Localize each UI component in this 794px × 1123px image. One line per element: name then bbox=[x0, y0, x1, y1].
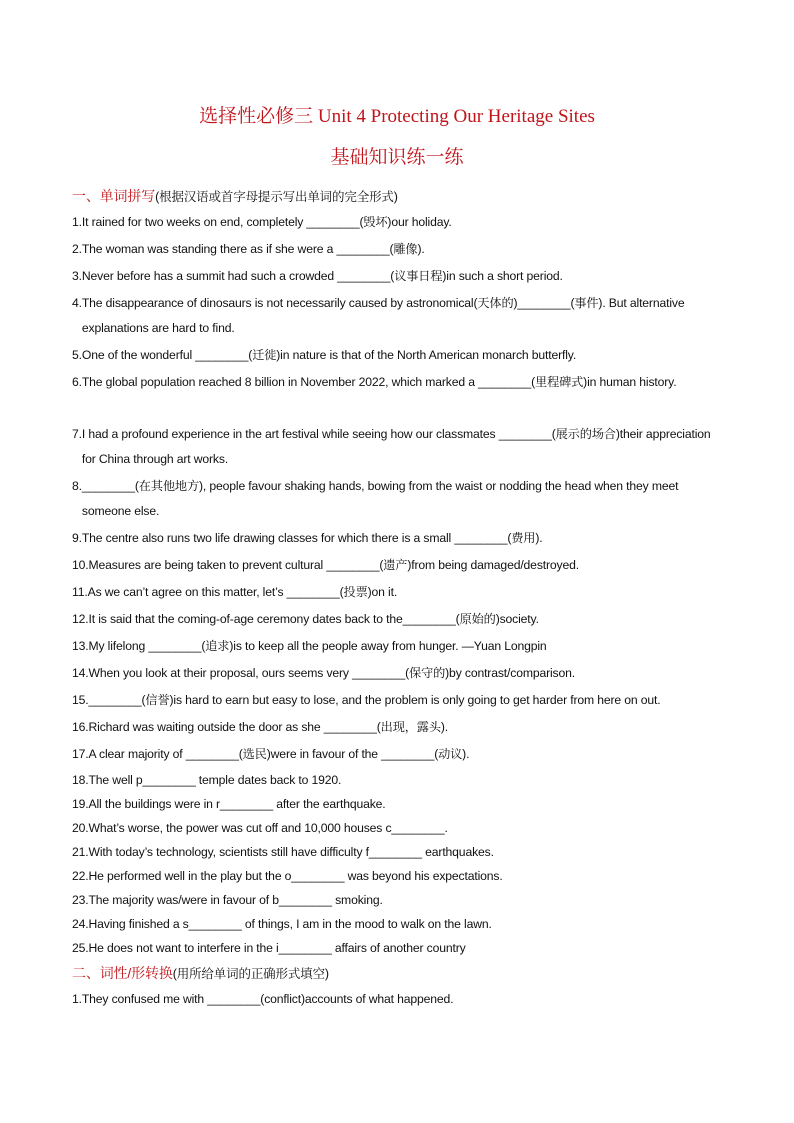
exercise-item bbox=[72, 741, 722, 768]
item-text: All the buildings were in r________ after the earthquake. bbox=[88, 797, 386, 811]
section-instruction: (根据汉语或首字母提示写出单词的完全形式) bbox=[155, 190, 398, 204]
exercise-item bbox=[72, 552, 722, 579]
item-number: 13. bbox=[72, 639, 89, 653]
exercise-item bbox=[72, 714, 722, 741]
item-text: I had a profound experience in the art festival while seeing how our classmates ________(展示的场合)their appreciation for China through art works. bbox=[81, 427, 711, 466]
item-text: A clear majority of ________(选民)were in favour of the ________(动议). bbox=[88, 747, 470, 761]
item-number: 2. bbox=[72, 242, 82, 256]
exercise-item bbox=[72, 633, 722, 660]
exercise-item bbox=[72, 342, 722, 369]
exercise-item bbox=[72, 236, 722, 263]
item-text: ________(信誉)is hard to earn but easy to lose, and the problem is only going to get harder from here on out. bbox=[88, 693, 661, 707]
item-number: 25. bbox=[72, 941, 89, 955]
item-number: 5. bbox=[72, 348, 82, 362]
section-title: 二、词性/形转换 bbox=[72, 965, 173, 981]
item-text: ________(在其他地方), people favour shaking hands, bowing from the waist or nodding the head when they meet someone else. bbox=[81, 479, 679, 518]
item-text: With today’s technology, scientists still have difficulty f________ earthquakes. bbox=[88, 845, 494, 859]
item-number: 21. bbox=[72, 845, 89, 859]
item-number: 15. bbox=[72, 693, 89, 707]
exercise-item bbox=[72, 888, 722, 912]
document-subtitle: 基础知识练一练 bbox=[330, 147, 464, 168]
item-text: The woman was standing there as if she were a ________(雕像). bbox=[81, 242, 425, 256]
item-number: 22. bbox=[72, 869, 89, 883]
exercise-item bbox=[72, 579, 722, 606]
exercise-item bbox=[72, 792, 722, 816]
item-number: 20. bbox=[72, 821, 89, 835]
item-number: 11. bbox=[72, 585, 88, 599]
item-number: 12. bbox=[72, 612, 89, 626]
exercise-item bbox=[72, 768, 722, 792]
item-text: As we can’t agree on this matter, let’s ________(投票)on it. bbox=[87, 585, 398, 599]
exercise-item bbox=[72, 525, 722, 552]
exercise-item bbox=[72, 473, 722, 525]
item-text: My lifelong ________(追求)is to keep all the people away from hunger. —Yuan Longpin bbox=[88, 639, 547, 653]
item-number: 1. bbox=[72, 215, 82, 229]
exercise-item bbox=[72, 290, 722, 342]
item-text: Measures are being taken to prevent cultural ________(遗产)from being damaged/destroyed. bbox=[88, 558, 579, 572]
item-text: The global population reached 8 billion in November 2022, which marked a ________(里程碑式)in human history. bbox=[81, 375, 677, 389]
item-number: 19. bbox=[72, 797, 89, 811]
section-heading-vocabulary bbox=[72, 183, 722, 209]
exercise-item bbox=[72, 936, 722, 960]
item-number: 24. bbox=[72, 917, 89, 931]
exercise-item bbox=[72, 687, 722, 714]
exercise-item bbox=[72, 606, 722, 633]
item-number: 7. bbox=[72, 427, 82, 441]
item-text: It is said that the coming-of-age ceremony dates back to the________(原始的)society. bbox=[88, 612, 539, 626]
item-text: What’s worse, the power was cut off and 10,000 houses c________. bbox=[88, 821, 448, 835]
document-content bbox=[72, 183, 722, 1013]
exercise-item bbox=[72, 912, 722, 936]
exercise-item bbox=[72, 864, 722, 888]
exercise-item bbox=[72, 986, 722, 1013]
item-text: The centre also runs two life drawing classes for which there is a small ________(费用). bbox=[81, 531, 543, 545]
item-number: 17. bbox=[72, 747, 89, 761]
section-heading-word-forms bbox=[72, 960, 722, 986]
exercise-item bbox=[72, 816, 722, 840]
item-number: 6. bbox=[72, 375, 82, 389]
exercise-item bbox=[72, 369, 722, 421]
exercise-item bbox=[72, 209, 722, 236]
item-text: Richard was waiting outside the door as she ________(出现，露头). bbox=[88, 720, 449, 734]
item-number: 16. bbox=[72, 720, 89, 734]
exercise-item bbox=[72, 660, 722, 687]
item-text: He performed well in the play but the o________ was beyond his expectations. bbox=[88, 869, 503, 883]
item-number: 9. bbox=[72, 531, 82, 545]
exercise-item bbox=[72, 840, 722, 864]
item-number: 3. bbox=[72, 269, 82, 283]
exercise-item bbox=[72, 421, 722, 473]
section-instruction: (用所给单词的正确形式填空) bbox=[172, 967, 329, 981]
item-number: 1. bbox=[72, 992, 82, 1006]
item-text: It rained for two weeks on end, completely ________(毁坏)our holiday. bbox=[81, 215, 452, 229]
item-text: One of the wonderful ________(迁徙)in nature is that of the North American monarch butterfly. bbox=[81, 348, 577, 362]
item-text: Having finished a s________ of things, I am in the mood to walk on the lawn. bbox=[88, 917, 492, 931]
document-title: 选择性必修三 Unit 4 Protecting Our Heritage Sites bbox=[199, 106, 595, 127]
exercise-item bbox=[72, 263, 722, 290]
item-number: 18. bbox=[72, 773, 89, 787]
item-text: The disappearance of dinosaurs is not necessarily caused by astronomical(天体的)________(事件). But alternative explanations are hard to find. bbox=[81, 296, 685, 335]
item-number: 23. bbox=[72, 893, 89, 907]
item-text: The majority was/were in favour of b________ smoking. bbox=[88, 893, 383, 907]
item-text: The well p________ temple dates back to 1920. bbox=[88, 773, 342, 787]
section-title: 一、单词拼写 bbox=[72, 188, 156, 204]
item-number: 14. bbox=[72, 666, 89, 680]
item-text: They confused me with ________(conflict)accounts of what happened. bbox=[81, 992, 454, 1006]
item-text: He does not want to interfere in the i________ affairs of another country bbox=[88, 941, 466, 955]
item-number: 10. bbox=[72, 558, 89, 572]
item-number: 4. bbox=[72, 296, 82, 310]
item-number: 8. bbox=[72, 479, 82, 493]
item-text: Never before has a summit had such a crowded ________(议事日程)in such a short period. bbox=[81, 269, 563, 283]
item-text: When you look at their proposal, ours seems very ________(保守的)by contrast/comparison. bbox=[88, 666, 575, 680]
